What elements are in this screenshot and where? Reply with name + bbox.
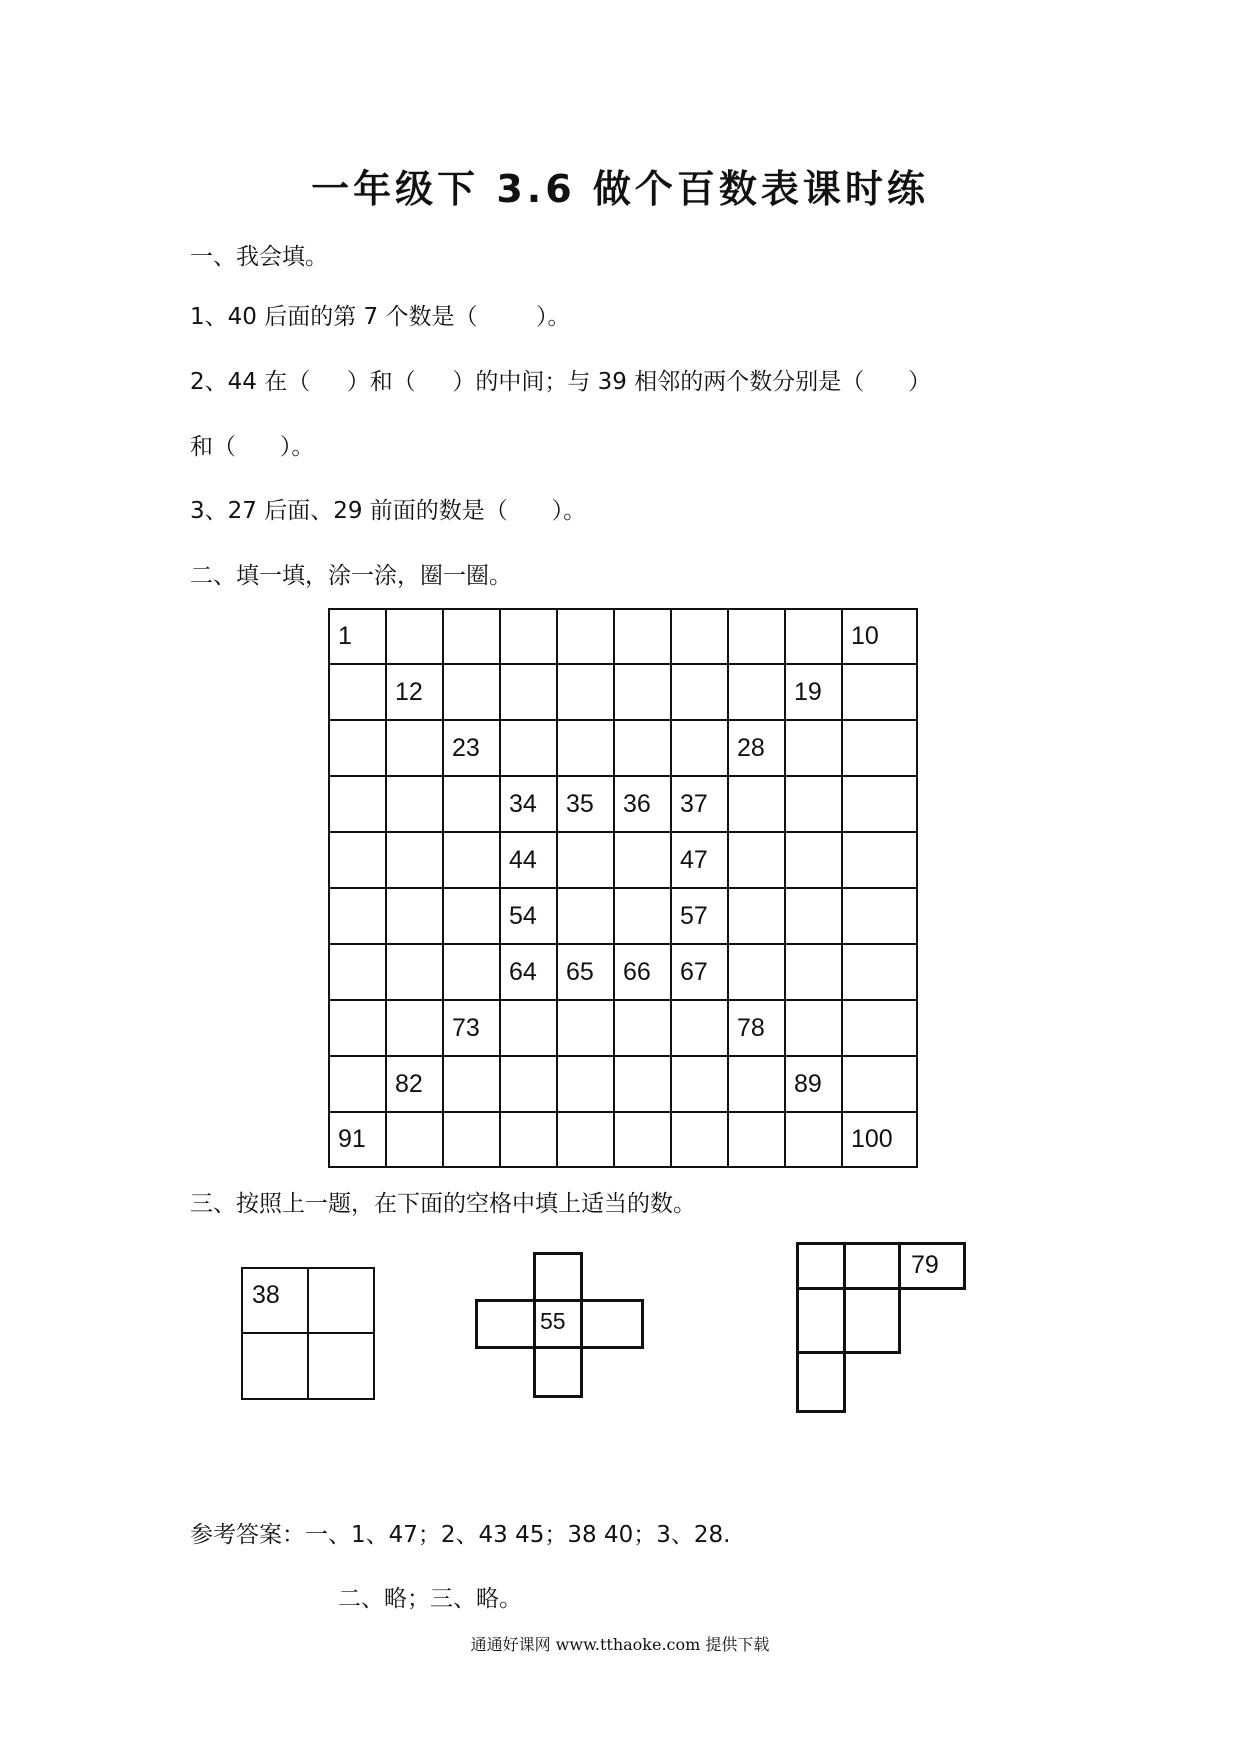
table-cell xyxy=(728,1056,785,1112)
table-cell xyxy=(500,1056,557,1112)
table-cell xyxy=(386,832,443,888)
table-cell: 91 xyxy=(329,1112,386,1167)
table-cell xyxy=(557,720,614,776)
table-cell xyxy=(785,776,842,832)
table-cell xyxy=(557,832,614,888)
table-cell xyxy=(614,720,671,776)
table-cell xyxy=(557,888,614,944)
table-cell xyxy=(842,1000,917,1056)
table-cell xyxy=(614,1112,671,1167)
table-cell xyxy=(671,1112,728,1167)
table-row xyxy=(329,944,917,1000)
table-cell xyxy=(842,888,917,944)
cross-cell xyxy=(475,1299,536,1349)
table-cell xyxy=(443,944,500,1000)
cross-cell xyxy=(533,1299,583,1349)
square-cell-value: 38 xyxy=(252,1281,280,1309)
table-cell xyxy=(614,1056,671,1112)
table-row xyxy=(329,664,917,720)
stair-cell xyxy=(796,1287,846,1354)
table-cell xyxy=(557,664,614,720)
table-cell xyxy=(557,1056,614,1112)
table-cell xyxy=(785,720,842,776)
table-cell: 64 xyxy=(500,944,557,1000)
table-row xyxy=(329,888,917,944)
table-cell xyxy=(386,1000,443,1056)
section-3-heading: 三、按照上一题，在下面的空格中填上适当的数。 xyxy=(190,1191,696,1217)
answers-line-2: 二、略；三、略。 xyxy=(338,1586,522,1612)
cross-cell xyxy=(580,1299,644,1349)
table-cell xyxy=(728,944,785,1000)
table-cell xyxy=(728,1112,785,1167)
footer-source: 通通好课网 www.tthaoke.com 提供下载 xyxy=(470,1635,770,1654)
table-cell: 54 xyxy=(500,888,557,944)
square-cell xyxy=(307,1267,375,1334)
stair-cell-value: 79 xyxy=(911,1251,939,1279)
stair-cell xyxy=(796,1351,846,1413)
table-cell xyxy=(614,832,671,888)
table-cell xyxy=(728,832,785,888)
table-cell xyxy=(842,664,917,720)
table-cell xyxy=(842,720,917,776)
table-cell xyxy=(443,888,500,944)
table-cell: 1 xyxy=(329,609,386,664)
table-cell xyxy=(329,776,386,832)
table-row xyxy=(329,609,917,664)
table-cell xyxy=(728,776,785,832)
answers-line-1: 参考答案：一、1、47；2、43 45；38 40；3、28. xyxy=(190,1522,731,1548)
table-cell xyxy=(329,1056,386,1112)
table-cell xyxy=(443,832,500,888)
table-cell xyxy=(329,664,386,720)
table-cell: 66 xyxy=(614,944,671,1000)
table-cell xyxy=(386,720,443,776)
table-cell xyxy=(329,720,386,776)
table-cell: 34 xyxy=(500,776,557,832)
page-title: 一年级下 3.6 做个百数表课时练 xyxy=(311,167,929,211)
section-2-heading: 二、填一填，涂一涂，圈一圈。 xyxy=(190,563,512,589)
table-row xyxy=(329,1112,917,1167)
question-2-line-2: 和（ ）。 xyxy=(190,434,315,460)
table-cell xyxy=(329,832,386,888)
table-cell xyxy=(728,664,785,720)
table-cell: 73 xyxy=(443,1000,500,1056)
table-cell xyxy=(386,609,443,664)
table-cell xyxy=(557,1112,614,1167)
table-cell xyxy=(842,944,917,1000)
table-cell xyxy=(386,1112,443,1167)
table-cell xyxy=(386,944,443,1000)
table-cell xyxy=(557,609,614,664)
table-cell: 82 xyxy=(386,1056,443,1112)
table-cell xyxy=(500,720,557,776)
square-cell xyxy=(241,1267,309,1334)
table-cell xyxy=(386,888,443,944)
table-cell xyxy=(329,1000,386,1056)
cross-cell-value: 55 xyxy=(540,1308,566,1334)
question-3: 3、27 后面、29 前面的数是（ ）。 xyxy=(190,498,587,524)
question-2-line-1: 2、44 在（ ）和（ ）的中间；与 39 相邻的两个数分别是（ ） xyxy=(190,369,932,395)
table-cell xyxy=(329,888,386,944)
cross-cell xyxy=(533,1252,583,1302)
question-1: 1、40 后面的第 7 个数是（ ）。 xyxy=(190,304,571,330)
table-row xyxy=(329,776,917,832)
table-row xyxy=(329,1056,917,1112)
stair-cell xyxy=(843,1287,901,1354)
stair-cell xyxy=(898,1242,966,1290)
table-cell xyxy=(671,1000,728,1056)
table-cell xyxy=(842,1056,917,1112)
table-cell xyxy=(785,888,842,944)
table-cell: 37 xyxy=(671,776,728,832)
table-cell xyxy=(671,609,728,664)
table-cell xyxy=(557,1000,614,1056)
hundred-number-table xyxy=(328,608,918,1168)
table-cell: 78 xyxy=(728,1000,785,1056)
table-cell xyxy=(443,776,500,832)
table-cell: 12 xyxy=(386,664,443,720)
table-cell xyxy=(329,944,386,1000)
table-cell xyxy=(842,832,917,888)
table-row xyxy=(329,832,917,888)
table-cell xyxy=(728,888,785,944)
table-cell: 67 xyxy=(671,944,728,1000)
table-cell: 100 xyxy=(842,1112,917,1167)
table-cell xyxy=(443,1056,500,1112)
table-cell: 23 xyxy=(443,720,500,776)
square-cell xyxy=(241,1332,309,1400)
section-1-heading: 一、我会填。 xyxy=(190,244,328,270)
table-cell xyxy=(500,1000,557,1056)
cross-cell xyxy=(533,1346,583,1398)
table-cell xyxy=(785,609,842,664)
table-cell: 19 xyxy=(785,664,842,720)
table-cell xyxy=(728,609,785,664)
table-cell xyxy=(785,1112,842,1167)
table-cell: 10 xyxy=(842,609,917,664)
table-cell xyxy=(443,1112,500,1167)
table-cell: 44 xyxy=(500,832,557,888)
table-cell xyxy=(671,664,728,720)
table-cell xyxy=(785,944,842,1000)
table-cell xyxy=(842,776,917,832)
table-cell xyxy=(386,776,443,832)
table-cell xyxy=(443,664,500,720)
table-row xyxy=(329,720,917,776)
table-cell xyxy=(500,664,557,720)
square-cell xyxy=(307,1332,375,1400)
table-cell xyxy=(785,832,842,888)
table-cell: 47 xyxy=(671,832,728,888)
stair-cell xyxy=(843,1242,901,1290)
table-row xyxy=(329,1000,917,1056)
stair-cell xyxy=(796,1242,846,1290)
table-cell xyxy=(671,1056,728,1112)
table-cell xyxy=(614,609,671,664)
table-cell xyxy=(614,664,671,720)
table-cell xyxy=(614,1000,671,1056)
table-cell: 35 xyxy=(557,776,614,832)
table-cell xyxy=(500,1112,557,1167)
table-cell: 57 xyxy=(671,888,728,944)
table-cell: 36 xyxy=(614,776,671,832)
table-cell xyxy=(614,888,671,944)
table-cell xyxy=(671,720,728,776)
table-cell xyxy=(500,609,557,664)
table-cell: 28 xyxy=(728,720,785,776)
table-cell xyxy=(443,609,500,664)
table-cell: 89 xyxy=(785,1056,842,1112)
table-cell: 65 xyxy=(557,944,614,1000)
table-cell xyxy=(785,1000,842,1056)
